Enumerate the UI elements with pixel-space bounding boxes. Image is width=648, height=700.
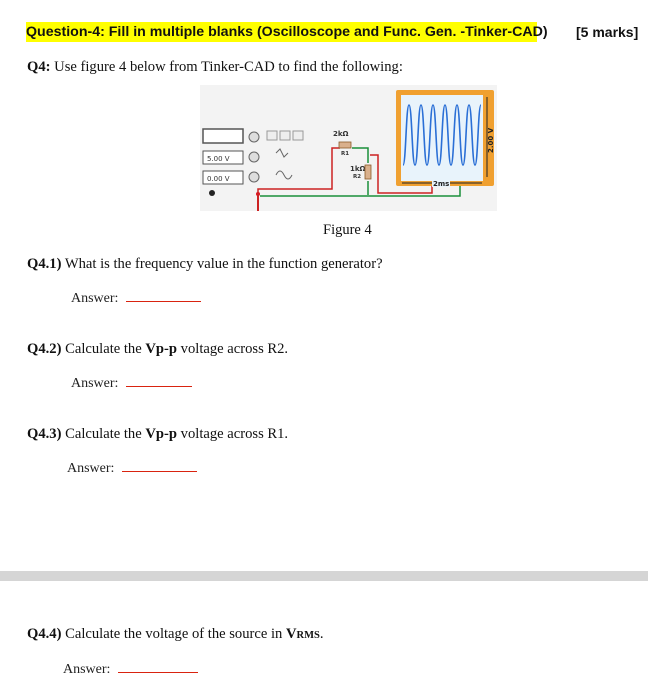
wave-button-triangle [293,131,303,140]
question-4-4 [27,626,324,643]
generator-knob-1 [249,132,259,142]
intro-text: Use figure 4 below from Tinker-CAD to find the following: [54,59,403,75]
answer-4-1 [71,290,201,307]
question-title: Question-4: Fill in multiple blanks (Oscilloscope and Func. Gen. -Tinker-CAD) [26,24,548,40]
question-number: Q4.4) [27,626,62,642]
oscilloscope [396,90,495,188]
answer-blank-4-3[interactable] [122,460,197,472]
question-text-post: . [319,626,324,642]
intro-line [27,59,403,76]
answer-blank-4-2[interactable] [126,375,192,387]
answer-label: Answer: [67,461,115,476]
page-divider [0,571,648,581]
wave-button-square [280,131,290,140]
question-term: Vp-p [145,426,178,442]
question-4-2 [27,341,288,358]
generator-amplitude-readout: 5.00 V [207,155,230,163]
answer-label: Answer: [71,376,119,391]
circuit-diagram [200,85,497,211]
generator-offset-readout: 0.00 V [207,175,230,183]
r1-label: R1 [341,151,350,157]
question-text-pre: Calculate the voltage of the source in [65,626,283,642]
scope-volts-div: 2.00 V [487,127,495,153]
figure-4 [200,85,497,211]
answer-blank-4-4[interactable] [118,661,198,673]
vrms-v: V [286,626,297,642]
answer-label: Answer: [71,291,119,306]
intro-label: Q4: [27,59,51,75]
question-text-pre: Calculate the [65,341,142,357]
generator-knob-2 [249,152,259,162]
r2-label: R2 [353,174,362,180]
answer-4-4 [63,661,198,678]
resistor-r2 [350,165,371,180]
r2-value: 1kΩ [350,165,366,173]
question-text-post: voltage across R2. [180,341,289,357]
answer-blank-4-1[interactable] [126,290,201,302]
r1-body [339,142,351,148]
question-number: Q4.1) [27,256,62,272]
answer-4-3 [67,460,197,477]
figure-caption: Figure 4 [323,222,372,238]
question-number: Q4.2) [27,341,62,357]
r1-value: 2kΩ [333,130,349,138]
question-4-3 [27,426,288,443]
r2-body [365,165,371,179]
generator-knob-3 [249,172,259,182]
scope-time-div: 2ms [433,180,450,188]
vrms-subscript: RMS [296,630,320,641]
wave-button-sine [267,131,277,140]
question-header [26,22,548,42]
question-4-1 [27,256,383,273]
answer-4-2 [71,375,192,392]
question-term: Vp-p [145,341,178,357]
question-text: What is the frequency value in the function generator? [64,256,383,272]
question-text-pre: Calculate the [65,426,142,442]
question-number: Q4.3) [27,426,62,442]
question-term [286,626,320,642]
answer-label: Answer: [63,662,111,677]
marks-label: [5 marks] [576,24,639,40]
question-text-post: voltage across R1. [180,426,289,442]
generator-terminal-neg [209,190,215,196]
generator-display [203,129,243,143]
